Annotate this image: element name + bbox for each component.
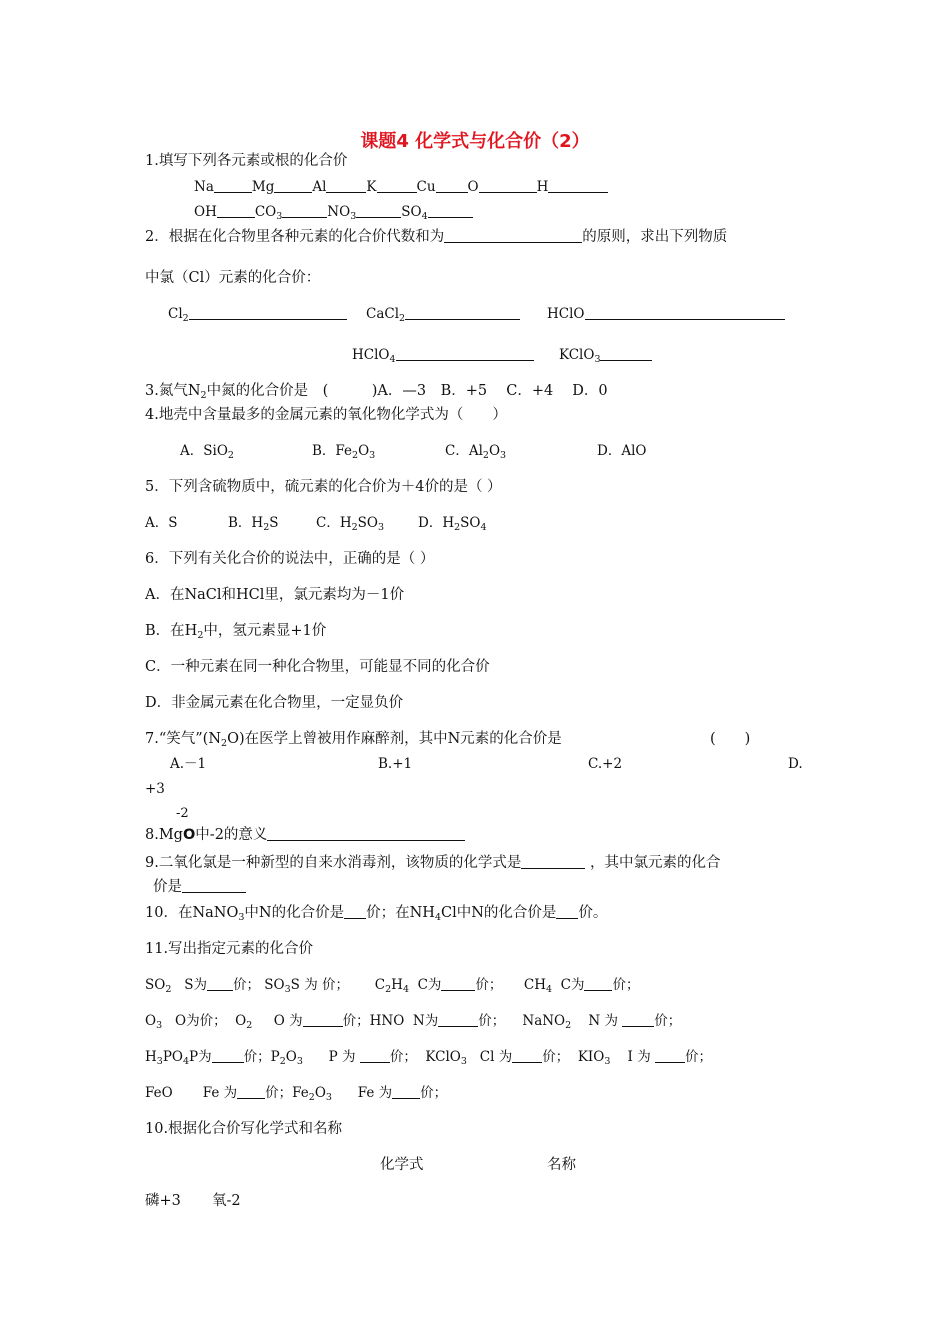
q8: 8.MgO中-2的意义 — [145, 825, 465, 845]
q6-opt-b[interactable]: B．在$H_2$中，氢元素显+1价 — [145, 623, 327, 641]
q12-col-name: 名称 — [547, 1157, 576, 1173]
blank[interactable] — [326, 177, 366, 193]
q11-row4: FeO Fe 为 价；$Fe_2O_3$ Fe 为 价； — [145, 1085, 448, 1103]
q4-opt-d[interactable]: D．AlO — [597, 443, 647, 459]
q2-item-cl2: $Cl_2$ — [168, 304, 347, 324]
blank[interactable] — [438, 1011, 478, 1027]
q2-item-cacl2: CaCl$_2$ — [366, 304, 520, 324]
q7-opt-a[interactable]: A.－1 — [170, 756, 207, 772]
blank[interactable] — [428, 202, 473, 218]
q1-stem: 1.填写下列各元素或根的化合价 — [145, 153, 348, 169]
q4-opt-a[interactable]: A．SiO$_2$ — [180, 443, 234, 461]
q1-row2: OH $CO_3$ $NO_3$ $SO_4$ — [194, 202, 473, 222]
blank[interactable] — [274, 177, 312, 193]
blank[interactable] — [392, 1083, 420, 1099]
blank[interactable] — [479, 177, 537, 193]
q1-row1: Na Mg Al K Cu O H — [194, 177, 608, 197]
q2-stem-cont: 中氯（Cl）元素的化合价： — [145, 270, 321, 286]
q6-opt-a[interactable]: A．在NaCl和HCl里，氯元素均为－1价 — [145, 587, 405, 603]
q9-cont: 价是 — [153, 877, 246, 897]
blank[interactable] — [436, 177, 468, 193]
q12-row-element2: 氧-2 — [212, 1193, 241, 1209]
q2-item-hclo4: HClO$_4$ — [352, 345, 534, 365]
q12-col-formula: 化学式 — [380, 1157, 424, 1173]
q6-stem: 6．下列有关化合价的说法中，正确的是（ ） — [145, 551, 435, 567]
q2-item-kclo3: KClO$_3$ — [559, 345, 652, 365]
q12-row-element1: 磷+3 — [145, 1193, 181, 1209]
blank[interactable] — [600, 345, 652, 361]
q11-row3: $H_3PO_4P$为 价；$P_2O_3$ P 为 价； KClO$_3$ Cl 为 价； $KIO_3$ I 为 价； — [145, 1049, 712, 1067]
q5-opt-c[interactable]: C．$H_2SO_3$ — [316, 515, 385, 533]
q8-valence-mark: -2 — [176, 806, 189, 821]
q6-opt-c[interactable]: C．一种元素在同一种化合物里，可能显不同的化合价 — [145, 659, 490, 675]
q3: 3.氮气$N_2$中氮的化合价是 ( )A．—3 B．+5 C．+4 D．0 — [145, 383, 608, 401]
blank[interactable] — [360, 1047, 390, 1063]
q10: 10．在NaNO$_3$中N的化合价是 价；在$NH_4Cl$中N的化合价是 价。 — [145, 905, 608, 923]
q7-opt-d-value: +3 — [145, 781, 165, 797]
q4-opt-b[interactable]: B．$Fe_2O_3$ — [312, 443, 376, 461]
blank[interactable] — [585, 304, 785, 320]
q7-stem: 7.“笑气$”(N_2O)$在医学上曾被用作麻醉剂，其中N元素的化合价是 — [145, 731, 562, 749]
blank[interactable] — [405, 304, 520, 320]
blank[interactable] — [444, 227, 582, 243]
blank[interactable] — [237, 1083, 265, 1099]
q5-opt-d[interactable]: D．$H_2SO_4$ — [418, 515, 487, 533]
blank[interactable] — [584, 975, 612, 991]
q11-row1: $SO_2$ S为 价； $SO_3S$ 为 价； $C_2H_4$ C为 价； $CH_4$ C为 价； — [145, 977, 640, 995]
blank[interactable] — [396, 345, 534, 361]
q5-opt-b[interactable]: B．$H_2S$ — [228, 515, 279, 533]
blank[interactable] — [512, 1047, 542, 1063]
blank[interactable] — [441, 975, 475, 991]
q2-stem: 2．根据在化合物里各种元素的化合价代数和为 的原则，求出下列物质 — [145, 229, 728, 245]
q9: 9.二氧化氯是一种新型的自来水消毒剂，该物质的化学式是 ，其中氯元素的化合 — [145, 855, 721, 871]
blank[interactable] — [189, 304, 347, 320]
blank[interactable] — [356, 202, 401, 218]
q7-opt-d[interactable]: D. — [788, 756, 803, 772]
blank[interactable] — [556, 903, 578, 919]
q12-stem: 10.根据化合价写化学式和名称 — [145, 1121, 343, 1137]
q5-stem: 5．下列含硫物质中，硫元素的化合价为＋4价的是（ ） — [145, 479, 502, 495]
blank[interactable] — [655, 1047, 685, 1063]
q5-opt-a[interactable]: A．S — [145, 515, 178, 531]
blank[interactable] — [521, 853, 585, 869]
blank[interactable] — [377, 177, 417, 193]
blank[interactable] — [212, 1047, 244, 1063]
blank[interactable] — [214, 177, 252, 193]
blank[interactable] — [207, 975, 233, 991]
q4-opt-c[interactable]: C．$Al_2O_3$ — [445, 443, 507, 461]
blank[interactable] — [344, 903, 366, 919]
page-title: 课题4 化学式与化合价（2） — [360, 131, 590, 152]
q7-opt-b[interactable]: B.+1 — [378, 756, 413, 772]
blank[interactable] — [548, 177, 608, 193]
q6-opt-d[interactable]: D．非金属元素在化合物里，一定显负价 — [145, 695, 404, 711]
q7-answer-paren[interactable]: ( ) — [710, 731, 751, 747]
q11-stem: 11.写出指定元素的化合价 — [145, 941, 314, 957]
q4-stem: 4.地壳中含量最多的金属元素的氧化物化学式为（ ） — [145, 407, 507, 423]
blank[interactable] — [282, 202, 327, 218]
blank[interactable] — [217, 202, 255, 218]
blank[interactable] — [182, 877, 246, 893]
q7-opt-c[interactable]: C.+2 — [588, 756, 623, 772]
q2-item-hclo: HClO — [547, 304, 785, 324]
blank[interactable] — [622, 1011, 654, 1027]
blank[interactable] — [267, 825, 465, 841]
q11-row2: $O_3$ O为价； $O_2$ O 为 价；HNO N为 价； NaNO$_2$ N 为 价； — [145, 1013, 682, 1031]
blank[interactable] — [303, 1011, 343, 1027]
